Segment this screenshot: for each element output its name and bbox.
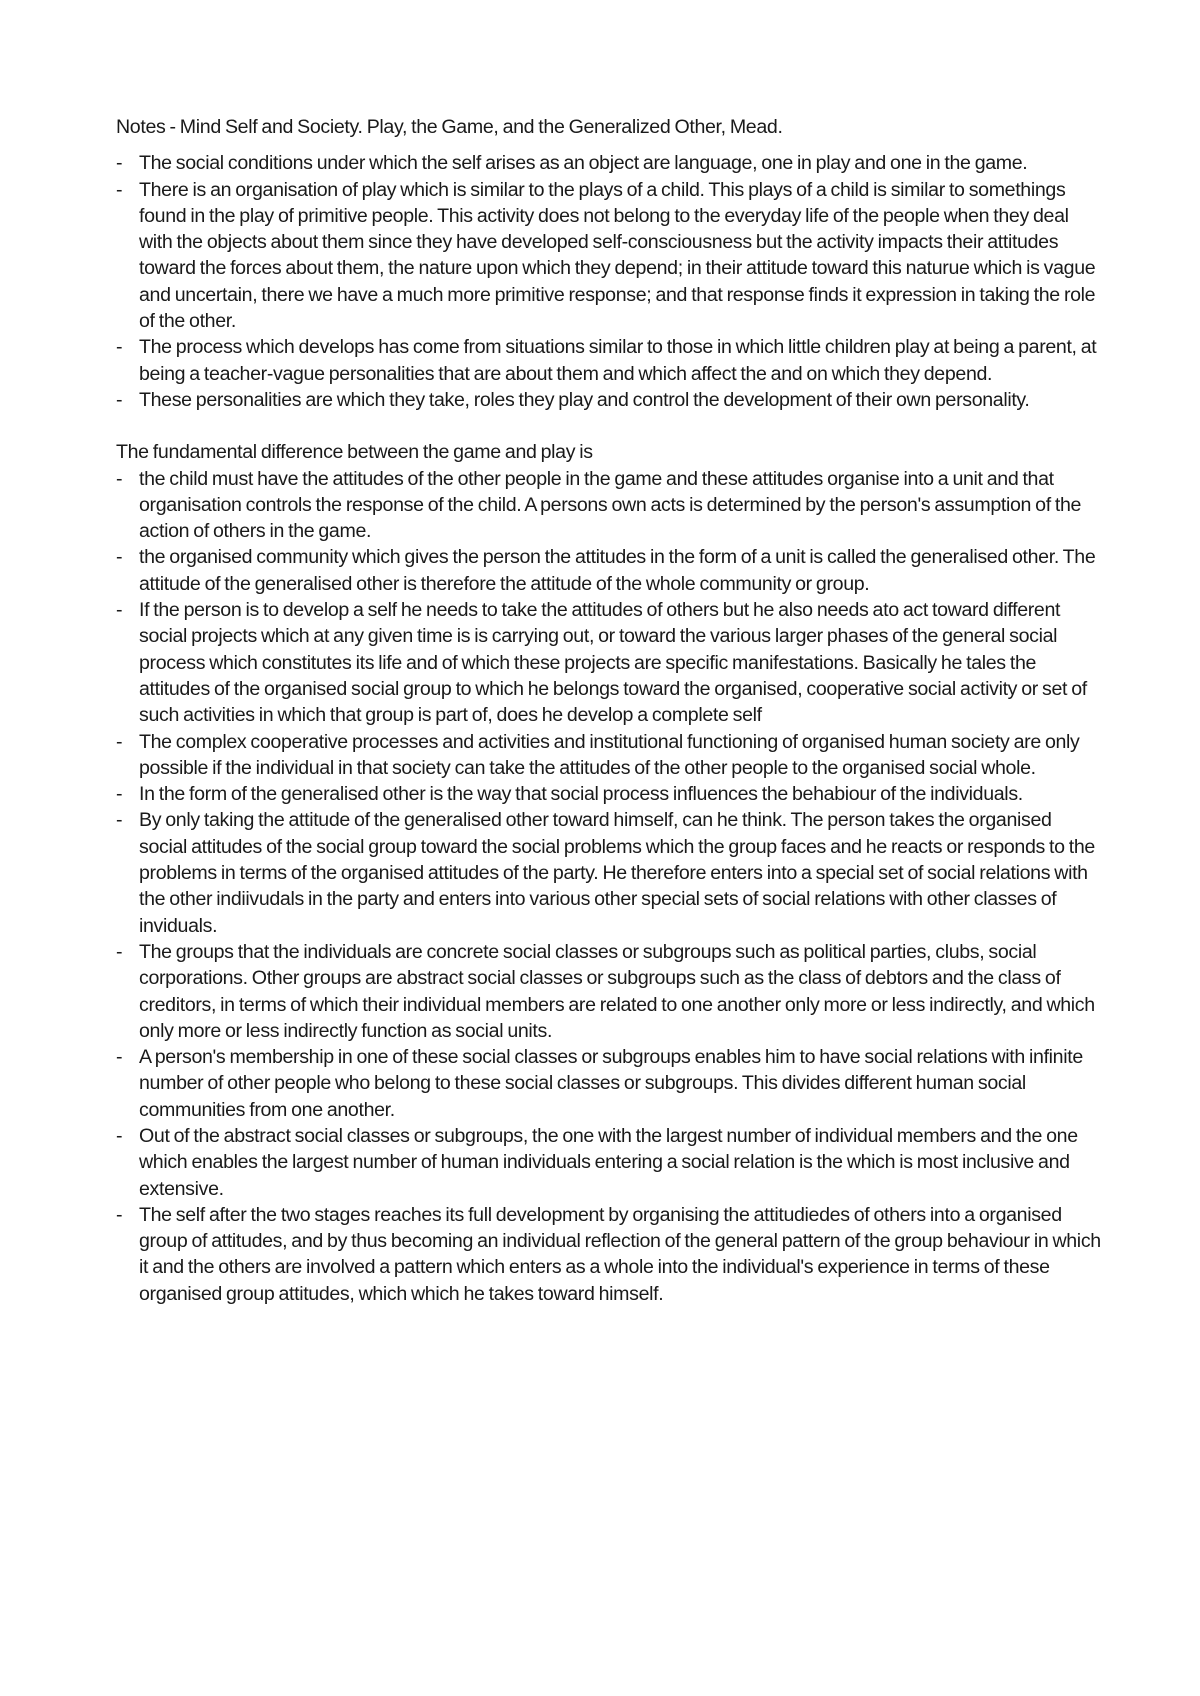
section-spacer: [116, 413, 1102, 439]
bullet-item: - the organised community which gives the person the attitudes in the form of a unit is called the generalised other. The attitude of the generalised other is therefore the attitude of the whole community or group.: [116, 544, 1102, 597]
section2-bullet-list: [116, 466, 1102, 1308]
bullet-item: - If the person is to develop a self he needs to take the attitudes of others but he also needs ato act toward different social projects which at any given time is is carrying out, or toward the various larger phases of the general social process which constitutes its life and of which these projects are specific manifestations. Basically he tales the attitudes of the organised social group to which he belongs toward the organised, cooperative social activity or set of such activities in which that group is part of, does he develop a complete self: [116, 597, 1102, 728]
bullet-item: - The self after the two stages reaches its full development by organising the attitudiedes of others into a organised group of attitudes, and by thus becoming an individual reflection of the general pattern of the group behaviour in which it and the others are involved a pattern which enters as a whole into the individual's experience in terms of these organised group attitudes, which which he takes toward himself.: [116, 1202, 1102, 1307]
bullet-item: - The groups that the individuals are concrete social classes or subgroups such as political parties, clubs, social corporations. Other groups are abstract social classes or subgroups such as the class of debtors and the class of creditors, in terms of which their individual members are related to one another only more or less indirectly, and which only more or less indirectly function as social units.: [116, 939, 1102, 1044]
bullet-item: - the child must have the attitudes of the other people in the game and these attitudes organise into a unit and that organisation controls the response of the child. A persons own acts is determined by the person's assumption of the action of others in the game.: [116, 466, 1102, 545]
section2-intro: The fundamental difference between the game and play is: [116, 441, 593, 464]
document-page: [116, 114, 1102, 1307]
document-title: Notes - Mind Self and Society. Play, the Game, and the Generalized Other, Mead.: [116, 116, 783, 138]
bullet-item: - The social conditions under which the self arises as an object are language, one in play and one in the game.: [116, 150, 1102, 176]
bullet-item: - By only taking the attitude of the generalised other toward himself, can he think. The person takes the organised social attitudes of the social group toward the social problems which the group faces and he reacts or responds to the problems in terms of the organised attitudes of the party. He therefore enters into a special set of social relations with the other indiivudals in the party and enters into various other special sets of social relations with other classes of inviduals.: [116, 807, 1102, 938]
bullet-item: - Out of the abstract social classes or subgroups, the one with the largest number of individual members and the one which enables the largest number of human individuals entering a social relation is the which is most inclusive and extensive.: [116, 1123, 1102, 1202]
bullet-item: - The process which develops has come from situations similar to those in which little children play at being a parent, at being a teacher-vague personalities that are about them and which affect the and on which they depend.: [116, 334, 1102, 387]
bullet-item: - A person's membership in one of these social classes or subgroups enables him to have social relations with infinite number of other people who belong to these social classes or subgroups. This divides different human social communities from one another.: [116, 1044, 1102, 1123]
bullet-item: - There is an organisation of play which is similar to the plays of a child. This plays of a child is similar to somethings found in the play of primitive people. This activity does not belong to the everyday life of the people when they deal with the objects about them since they have developed self-consciousness but the activity impacts their attitudes toward the forces about them, the nature upon which they depend; in their attitude toward this naturue which is vague and uncertain, there we have a much more primitive response; and that response finds it expression in taking the role of the other.: [116, 177, 1102, 335]
bullet-item: - The complex cooperative processes and activities and institutional functioning of organised human society are only possible if the individual in that society can take the attitudes of the other people to the organised social whole.: [116, 729, 1102, 782]
bullet-item: - In the form of the generalised other is the way that social process influences the behabiour of the individuals.: [116, 781, 1102, 807]
bullet-item: - These personalities are which they take, roles they play and control the development of their own personality.: [116, 387, 1102, 413]
section1-bullet-list: [116, 150, 1102, 413]
